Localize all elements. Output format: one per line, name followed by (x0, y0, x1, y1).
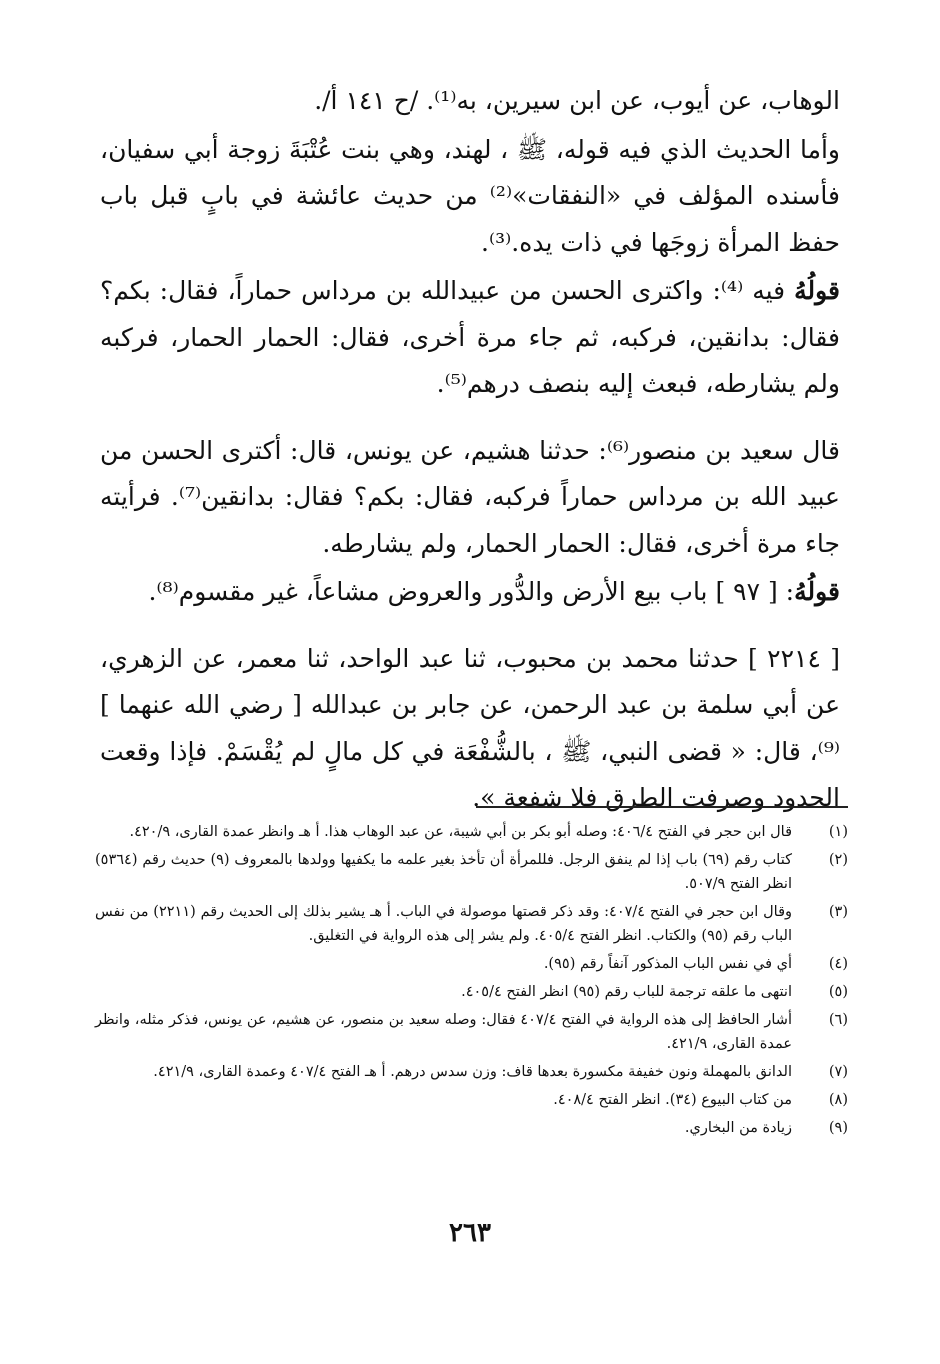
footnote-number: (٣) (828, 904, 848, 920)
footnote (95, 1060, 848, 1084)
paragraph-text: [ ٢٢١٤ ] حدثنا محمد بن محبوب، ثنا عبد الواحد، ثنا معمر، عن الزهري، عن أبي سلمة بن عبد الرحمن، عن جابر بن عبدالله [ رضي الله عنهما ]⁽⁹⁾، قال: « قضى النبي، ﷺ ، بالشُّفْعَة في كل مالٍ لم يُقْسَمْ. فإذا وقعت الحدود وصرفت الطرق فلا شفعة ». (100, 643, 840, 812)
footnote-text: الدانق بالمهملة ونون خفيفة مكسورة بعدها قاف: وزن سدس درهم. أ هـ الفتح ٤٠٧/٤ وعمدة القارى، ٤٢١/٩. (153, 1064, 792, 1080)
footnote-text: أشار الحافظ إلى هذه الرواية في الفتح ٤٠٧/٤ فقال: وصله سعيد بن منصور، عن هشيم، عن يونس، فذكر مثله، وانظر عمدة القارى، ٤٢١/٩. (95, 1012, 792, 1052)
paragraph-text: الوهاب، عن أيوب، عن ابن سيرين، به⁽¹⁾. /ح ١٤١ أ/. (314, 86, 840, 115)
footnote (95, 1008, 848, 1056)
page-number: ٢٦٣ (449, 1218, 491, 1248)
footnote (95, 900, 848, 948)
paragraph (100, 636, 840, 822)
paragraph (100, 428, 840, 568)
footnote-text: زيادة من البخاري. (684, 1120, 792, 1136)
footnote-number: (٩) (828, 1120, 848, 1136)
paragraph (100, 127, 840, 267)
main-text (100, 78, 840, 822)
footnote (95, 820, 848, 844)
footnote-number: (٤) (828, 956, 848, 972)
footnote-number: (٧) (828, 1064, 848, 1080)
footnote-number: (٥) (828, 984, 848, 1000)
paragraph (100, 78, 840, 125)
paragraph (100, 569, 840, 616)
footnote-text: وقال ابن حجر في الفتح ٤٠٧/٤: وقد ذكر قصتها موصولة في الباب. أ هـ يشير بذلك إلى الحديث رقم (٢٢١١) من نفس الباب رقم (٩٥) والكتاب. انظر الفتح ٤٠٥/٤. ولم يشر إلى هذه الرواية في التغليق. (95, 904, 792, 944)
paragraph-text: فيه ⁽⁴⁾: واكترى الحسن من عبيدالله بن مرداس حماراً، فقال: بكم؟ فقال: بدانقين، فركبه، ثم جاء مرة أخرى، فقال: الحمار الحمار، فركبه ولم يشارطه، فبعث إليه بنصف درهم⁽⁵⁾. (100, 276, 840, 398)
footnote-number: (١) (828, 824, 848, 840)
footnote (95, 1116, 848, 1140)
paragraph (100, 268, 840, 408)
footnote-number: (٢) (828, 852, 848, 868)
footnote-divider (476, 806, 848, 808)
footnote-number: (٨) (828, 1092, 848, 1108)
footnote (95, 1088, 848, 1112)
footnote (95, 952, 848, 976)
paragraph-keyword: قولُهُ (794, 577, 840, 606)
footnote-text: انتهى ما علقه ترجمة للباب رقم (٩٥) انظر الفتح ٤٠٥/٤. (461, 984, 792, 1000)
footnote (95, 848, 848, 896)
footnote-text: من كتاب البيوع (٣٤). انظر الفتح ٤٠٨/٤. (553, 1092, 792, 1108)
paragraph-text: قال سعيد بن منصور⁽⁶⁾: حدثنا هشيم، عن يونس، قال: أكترى الحسن من عبيد الله بن مرداس حماراً فركبه، فقال: بكم؟ فقال: بدانقين⁽⁷⁾. فرأيته جاء مرة أخرى، فقال: الحمار الحمار، ولم يشارطه. (100, 435, 840, 558)
footnote-text: أي في نفس الباب المذكور آنفاً رقم (٩٥). (543, 956, 792, 972)
paragraph-keyword: قولُهُ (794, 276, 840, 305)
paragraph-text: : [ ٩٧ ] باب بيع الأرض والدُّور والعروض مشاعاً، غير مقسوم⁽⁸⁾. (148, 577, 795, 606)
footnote-text: قال ابن حجر في الفتح ٤٠٦/٤: وصله أبو بكر بن أبي شيبة، عن عبد الوهاب هذا. أ هـ وانظر عمدة القارى، ٤٢٠/٩. (129, 824, 792, 840)
footnotes (95, 820, 848, 1144)
footnote (95, 980, 848, 1004)
paragraph-text: وأما الحديث الذي فيه قوله، ﷺ ، لهند، وهي بنت عُتْبَةَ زوجة أبي سفيان، فأسنده المؤلف في «النفقات»⁽²⁾ من حديث عائشة في بابٍ قبل باب حفظ المرأة زوجَها في ذات يده.⁽³⁾. (100, 134, 840, 257)
footnote-text: كتاب رقم (٦٩) باب إذا لم ينفق الرجل. فللمرأة أن تأخذ بغير علمه ما يكفيها وولدها بالمعروف (٩) حديث رقم (٥٣٦٤) انظر الفتح ٥٠٧/٩. (95, 852, 792, 892)
footnote-number: (٦) (828, 1012, 848, 1028)
